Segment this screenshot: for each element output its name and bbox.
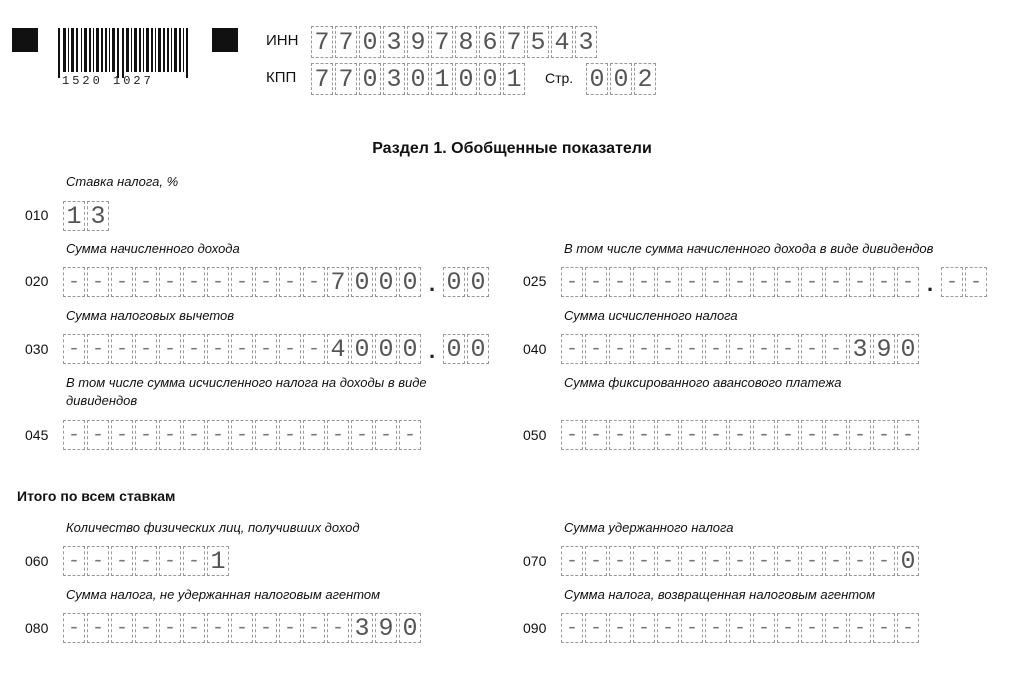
digit-cell: - (609, 546, 631, 576)
digit-cell: - (279, 613, 301, 643)
digit-cell: - (849, 546, 871, 576)
digit-cell: - (609, 613, 631, 643)
digit-cell: 0 (399, 334, 421, 364)
digit-cell: - (111, 334, 133, 364)
page-cells (586, 63, 658, 95)
digit-cell: - (183, 420, 205, 450)
digit-cell: - (753, 546, 775, 576)
digit-cell: - (87, 334, 109, 364)
caption-045: В том числе сумма исчисленного налога на доходы в виде дивидендов (66, 375, 427, 408)
digit-cell: 6 (479, 26, 501, 58)
code-040: 040 (523, 341, 547, 357)
digit-cell: - (375, 420, 397, 450)
digit-cell: - (231, 420, 253, 450)
digit-cell: - (825, 420, 847, 450)
digit-cell: - (681, 267, 703, 297)
code-045: 045 (25, 427, 49, 443)
digit-cell: - (849, 267, 871, 297)
digit-cell: - (825, 546, 847, 576)
digit-cell: - (657, 334, 679, 364)
code-090: 090 (523, 620, 547, 636)
digit-cell: - (965, 267, 987, 297)
digit-cell: - (183, 546, 205, 576)
code-080: 080 (25, 620, 49, 636)
digit-cell: 0 (359, 63, 381, 95)
digit-cell: 7 (431, 26, 453, 58)
digit-cell: - (63, 267, 85, 297)
caption-070: Сумма удержанного налога (564, 520, 734, 535)
digit-cell: - (159, 267, 181, 297)
digit-cell: - (825, 334, 847, 364)
digit-cell: 2 (634, 63, 656, 95)
digit-cell: - (801, 420, 823, 450)
digit-cell: - (63, 613, 85, 643)
digit-cell: 3 (351, 613, 373, 643)
digit-cell: 0 (897, 334, 919, 364)
caption-080: Сумма налога, не удержанная налоговым агентом (66, 587, 381, 602)
digit-cell: 0 (351, 267, 373, 297)
digit-cell: - (351, 420, 373, 450)
digit-cell: 3 (87, 201, 109, 231)
digit-cell: - (777, 334, 799, 364)
digit-cell: - (705, 420, 727, 450)
digit-cell: - (873, 546, 895, 576)
digit-cell: - (729, 420, 751, 450)
digit-cell: 9 (375, 613, 397, 643)
digit-cell: - (585, 613, 607, 643)
digit-cell: 7 (335, 63, 357, 95)
digit-cell: - (825, 613, 847, 643)
digit-cell: 0 (375, 334, 397, 364)
caption-090: Сумма налога, возвращенная налоговым агентом (564, 587, 876, 602)
digit-cell: - (135, 613, 157, 643)
digit-cell: - (657, 613, 679, 643)
digit-cell: - (609, 334, 631, 364)
digit-cell: - (753, 613, 775, 643)
digit-cell: 0 (375, 267, 397, 297)
digit-cell: - (231, 267, 253, 297)
code-020: 020 (25, 273, 49, 289)
digit-cell: - (585, 334, 607, 364)
digit-cell: - (87, 420, 109, 450)
digit-cell: - (111, 546, 133, 576)
caption-020: Сумма начисленного дохода (66, 241, 240, 256)
digit-cell: - (159, 420, 181, 450)
digit-cell: - (207, 267, 229, 297)
digit-cell: - (633, 613, 655, 643)
digit-cell: 4 (327, 334, 349, 364)
marker-square-left (12, 28, 38, 52)
digit-cell: - (801, 613, 823, 643)
digit-cell: - (657, 420, 679, 450)
digit-cell: - (705, 546, 727, 576)
kpp-label: КПП (266, 69, 297, 86)
digit-cell: - (753, 334, 775, 364)
digit-cell: - (777, 613, 799, 643)
digit-cell: - (183, 334, 205, 364)
digit-cell: - (729, 546, 751, 576)
digit-cell: - (159, 546, 181, 576)
digit-cell: 0 (351, 334, 373, 364)
digit-cell: - (87, 546, 109, 576)
digit-cell: 7 (311, 63, 333, 95)
digit-cell: - (657, 267, 679, 297)
digit-cell: 7 (335, 26, 357, 58)
digit-cell: 0 (467, 334, 489, 364)
digit-cell: - (633, 420, 655, 450)
digit-cell: 0 (586, 63, 608, 95)
digit-cell: 1 (503, 63, 525, 95)
field-030[interactable] (63, 334, 491, 364)
field-020[interactable] (63, 267, 491, 297)
digit-cell: - (561, 546, 583, 576)
digit-cell: 9 (407, 26, 429, 58)
digit-cell: 0 (443, 267, 465, 297)
digit-cell: - (231, 613, 253, 643)
digit-cell: - (207, 420, 229, 450)
digit-cell: 0 (399, 613, 421, 643)
digit-cell: - (303, 334, 325, 364)
digit-cell: 0 (407, 63, 429, 95)
digit-cell: - (873, 420, 895, 450)
digit-cell: - (561, 334, 583, 364)
digit-cell: - (705, 267, 727, 297)
digit-cell: - (705, 613, 727, 643)
digit-cell: - (753, 267, 775, 297)
digit-cell: - (849, 420, 871, 450)
digit-cell: 7 (311, 26, 333, 58)
digit-cell: 3 (575, 26, 597, 58)
digit-cell: - (63, 334, 85, 364)
digit-cell: 0 (897, 546, 919, 576)
digit-cell: 1 (207, 546, 229, 576)
totals-title: Итого по всем ставкам (17, 488, 176, 504)
digit-cell: - (63, 546, 85, 576)
digit-cell: - (327, 420, 349, 450)
digit-cell: - (777, 420, 799, 450)
digit-cell: - (327, 613, 349, 643)
digit-cell: - (561, 420, 583, 450)
digit-cell: - (585, 267, 607, 297)
digit-cell: - (897, 613, 919, 643)
digit-cell: - (681, 334, 703, 364)
digit-cell: - (255, 267, 277, 297)
digit-cell: 0 (359, 26, 381, 58)
digit-cell: - (801, 546, 823, 576)
digit-cell: - (279, 267, 301, 297)
digit-cell: 8 (455, 26, 477, 58)
caption-060: Количество физических лиц, получивших доход (66, 520, 360, 535)
code-060: 060 (25, 553, 49, 569)
digit-cell: - (135, 420, 157, 450)
digit-cell: - (87, 267, 109, 297)
digit-cell: - (303, 420, 325, 450)
digit-cell: - (609, 420, 631, 450)
digit-cell: - (231, 334, 253, 364)
digit-cell: - (873, 613, 895, 643)
digit-cell: - (729, 334, 751, 364)
digit-cell: 0 (443, 334, 465, 364)
digit-cell: 0 (479, 63, 501, 95)
inn-cells (311, 26, 599, 58)
digit-cell: - (657, 546, 679, 576)
marker-square-right (212, 28, 238, 52)
digit-cell: - (681, 546, 703, 576)
digit-cell: - (399, 420, 421, 450)
digit-cell: - (279, 334, 301, 364)
digit-cell: - (897, 267, 919, 297)
digit-cell: - (681, 613, 703, 643)
digit-cell: - (633, 546, 655, 576)
inn-label: ИНН (266, 32, 299, 49)
digit-cell: - (111, 267, 133, 297)
digit-cell: - (159, 613, 181, 643)
digit-cell: - (279, 420, 301, 450)
digit-cell: 3 (383, 63, 405, 95)
digit-cell: - (255, 334, 277, 364)
decimal-point: . (428, 271, 436, 296)
digit-cell: - (63, 420, 85, 450)
field-080[interactable] (63, 613, 423, 643)
digit-cell: 0 (467, 267, 489, 297)
code-010: 010 (25, 207, 49, 223)
digit-cell: - (849, 613, 871, 643)
digit-cell: - (825, 267, 847, 297)
code-070: 070 (523, 553, 547, 569)
digit-cell: - (561, 613, 583, 643)
digit-cell: - (183, 267, 205, 297)
code-030: 030 (25, 341, 49, 357)
field-070[interactable] (561, 546, 921, 576)
caption-050: Сумма фиксированного авансового платежа (564, 375, 842, 390)
digit-cell: 0 (455, 63, 477, 95)
decimal-point: . (428, 338, 436, 363)
digit-cell: 0 (610, 63, 632, 95)
digit-cell: 9 (873, 334, 895, 364)
digit-cell: 0 (399, 267, 421, 297)
digit-cell: - (729, 267, 751, 297)
digit-cell: - (135, 267, 157, 297)
digit-cell: - (777, 546, 799, 576)
section-title: Раздел 1. Обобщенные показатели (372, 140, 652, 157)
digit-cell: 7 (327, 267, 349, 297)
digit-cell: - (801, 267, 823, 297)
digit-cell: - (561, 267, 583, 297)
digit-cell: - (585, 420, 607, 450)
digit-cell: - (255, 420, 277, 450)
digit-cell: - (135, 546, 157, 576)
field-025[interactable] (561, 267, 989, 297)
barcode-number: 1520 1027 (62, 74, 154, 88)
caption-030: Сумма налоговых вычетов (66, 308, 235, 323)
digit-cell: - (585, 546, 607, 576)
code-025: 025 (523, 273, 547, 289)
digit-cell: - (633, 334, 655, 364)
field-060[interactable] (63, 546, 231, 576)
caption-040: Сумма исчисленного налога (564, 308, 738, 323)
digit-cell: - (941, 267, 963, 297)
caption-025: В том числе сумма начисленного дохода в виде дивидендов (564, 241, 934, 256)
digit-cell: - (87, 613, 109, 643)
page-label: Стр. (545, 70, 574, 86)
digit-cell: - (207, 613, 229, 643)
digit-cell: 3 (849, 334, 871, 364)
digit-cell: - (681, 420, 703, 450)
digit-cell: 7 (503, 26, 525, 58)
digit-cell: - (111, 420, 133, 450)
digit-cell: - (135, 334, 157, 364)
digit-cell: - (897, 420, 919, 450)
digit-cell: - (111, 613, 133, 643)
field-010[interactable] (63, 201, 111, 231)
digit-cell: - (159, 334, 181, 364)
digit-cell: 5 (527, 26, 549, 58)
digit-cell: - (609, 267, 631, 297)
digit-cell: - (777, 267, 799, 297)
digit-cell: - (705, 334, 727, 364)
digit-cell: 3 (383, 26, 405, 58)
field-045[interactable] (63, 420, 423, 450)
caption-010: Ставка налога, % (66, 174, 179, 189)
digit-cell: 1 (63, 201, 85, 231)
digit-cell: - (729, 613, 751, 643)
field-090[interactable] (561, 613, 921, 643)
digit-cell: - (303, 267, 325, 297)
digit-cell: - (801, 334, 823, 364)
code-050: 050 (523, 427, 547, 443)
digit-cell: - (753, 420, 775, 450)
digit-cell: 1 (431, 63, 453, 95)
field-040[interactable] (561, 334, 921, 364)
digit-cell: - (633, 267, 655, 297)
digit-cell: - (207, 334, 229, 364)
kpp-cells (311, 63, 527, 95)
digit-cell: - (183, 613, 205, 643)
digit-cell: 4 (551, 26, 573, 58)
digit-cell: - (255, 613, 277, 643)
field-050[interactable] (561, 420, 921, 450)
digit-cell: - (873, 267, 895, 297)
digit-cell: - (303, 613, 325, 643)
decimal-point: . (926, 271, 934, 296)
